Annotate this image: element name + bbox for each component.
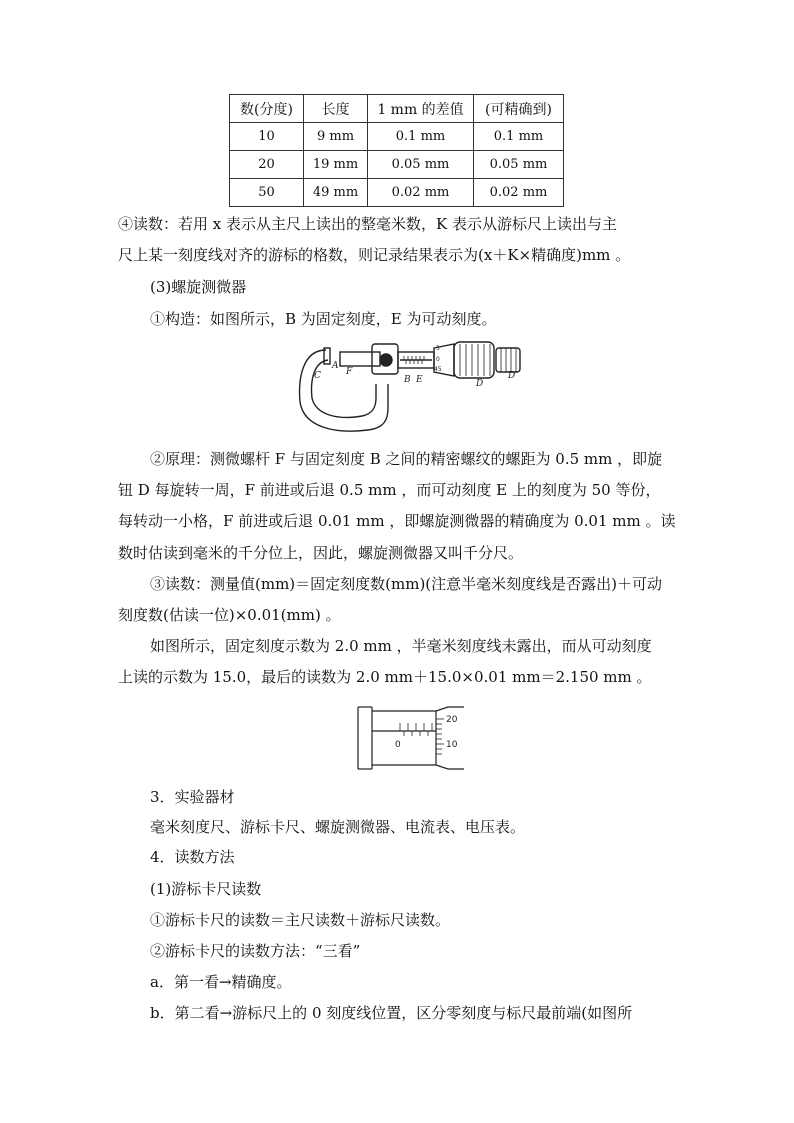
scale-label: 45 <box>434 366 442 373</box>
table-header-row <box>230 95 564 123</box>
table-header: 长度 <box>304 95 368 123</box>
table-header: (可精确到) <box>474 95 564 123</box>
label-d: D <box>476 379 484 389</box>
scale-label: 5 <box>436 345 440 352</box>
table-cell: 0.02 mm <box>368 179 474 207</box>
table-cell: 20 <box>230 151 304 179</box>
section-heading: 3．实验器材 <box>150 788 235 806</box>
label-a: A <box>332 361 339 371</box>
vernier-table <box>229 94 564 207</box>
section-heading: 4．读数方法 <box>150 848 235 866</box>
micrometer-figure <box>296 336 536 438</box>
table-cell: 0.05 mm <box>368 151 474 179</box>
table-cell: 0.02 mm <box>474 179 564 207</box>
paragraph-line: ②原理：测微螺杆 F 与固定刻度 B 之间的精密螺纹的螺距为 0.5 mm ，即旋 <box>150 450 663 468</box>
table-cell: 49 mm <box>304 179 368 207</box>
label-d-prime: D′ <box>508 371 518 381</box>
paragraph-line: ①构造：如图所示，B 为固定刻度，E 为可动刻度。 <box>150 310 497 328</box>
table-cell: 50 <box>230 179 304 207</box>
paragraph-line: 上读的示数为 15.0，最后的读数为 2.0 mm＋15.0×0.01 mm＝2.150 mm 。 <box>118 668 652 686</box>
label-e: E <box>416 375 423 385</box>
table-row <box>230 151 564 179</box>
scale-label: 0 <box>436 356 440 363</box>
section-heading: (1)游标卡尺读数 <box>150 880 262 898</box>
paragraph-line: ②游标卡尺的读数方法：“三看” <box>150 942 361 960</box>
paragraph-line: 刻度数(估读一位)×0.01(mm) 。 <box>118 606 341 624</box>
paragraph-line: 尺上某一刻度线对齐的游标的格数，则记录结果表示为(x＋K×精确度)mm 。 <box>118 246 631 264</box>
paragraph-line: 钮 D 每旋转一周，F 前进或后退 0.5 mm ，而可动刻度 E 上的刻度为 50 等份， <box>118 481 661 499</box>
paragraph-line: 每转动一小格，F 前进或后退 0.01 mm ，即螺旋测微器的精确度为 0.01 mm 。读 <box>118 512 676 530</box>
micrometer-reading-figure <box>356 705 466 771</box>
table-cell: 19 mm <box>304 151 368 179</box>
paragraph-line: ④读数：若用 x 表示从主尺上读出的整毫米数，K 表示从游标尺上读出与主 <box>118 215 617 233</box>
thimble-label-20: 20 <box>446 715 458 725</box>
table-cell: 9 mm <box>304 123 368 151</box>
paragraph-line: 毫米刻度尺、游标卡尺、螺旋测微器、电流表、电压表。 <box>150 818 526 836</box>
table-header: 1 mm 的差值 <box>368 95 474 123</box>
table-cell: 0.1 mm <box>368 123 474 151</box>
main-scale-zero: 0 <box>395 740 401 750</box>
paragraph-line: ①游标卡尺的读数＝主尺读数＋游标尺读数。 <box>150 911 451 929</box>
paragraph-line: 数时估读到毫米的千分位上，因此，螺旋测微器又叫千分尺。 <box>118 544 524 562</box>
table-cell: 0.1 mm <box>474 123 564 151</box>
thimble-label-10: 10 <box>446 740 458 750</box>
section-heading: (3)螺旋测微器 <box>150 278 247 296</box>
label-f: F <box>346 367 353 377</box>
label-b: B <box>404 375 411 385</box>
table-row <box>230 123 564 151</box>
paragraph-line: 如图所示，固定刻度示数为 2.0 mm ，半毫米刻度线未露出，而从可动刻度 <box>150 637 652 655</box>
paragraph-line: b．第二看→游标尺上的 0 刻度线位置，区分零刻度与标尺最前端(如图所 <box>150 1004 633 1022</box>
label-c: C <box>314 371 321 381</box>
table-cell: 10 <box>230 123 304 151</box>
paragraph-line: ③读数：测量值(mm)＝固定刻度数(mm)(注意半毫米刻度线是否露出)＋可动 <box>150 575 663 593</box>
table-cell: 0.05 mm <box>474 151 564 179</box>
paragraph-line: a．第一看→精确度。 <box>150 973 292 991</box>
table-header: 数(分度) <box>230 95 304 123</box>
table-row <box>230 179 564 207</box>
